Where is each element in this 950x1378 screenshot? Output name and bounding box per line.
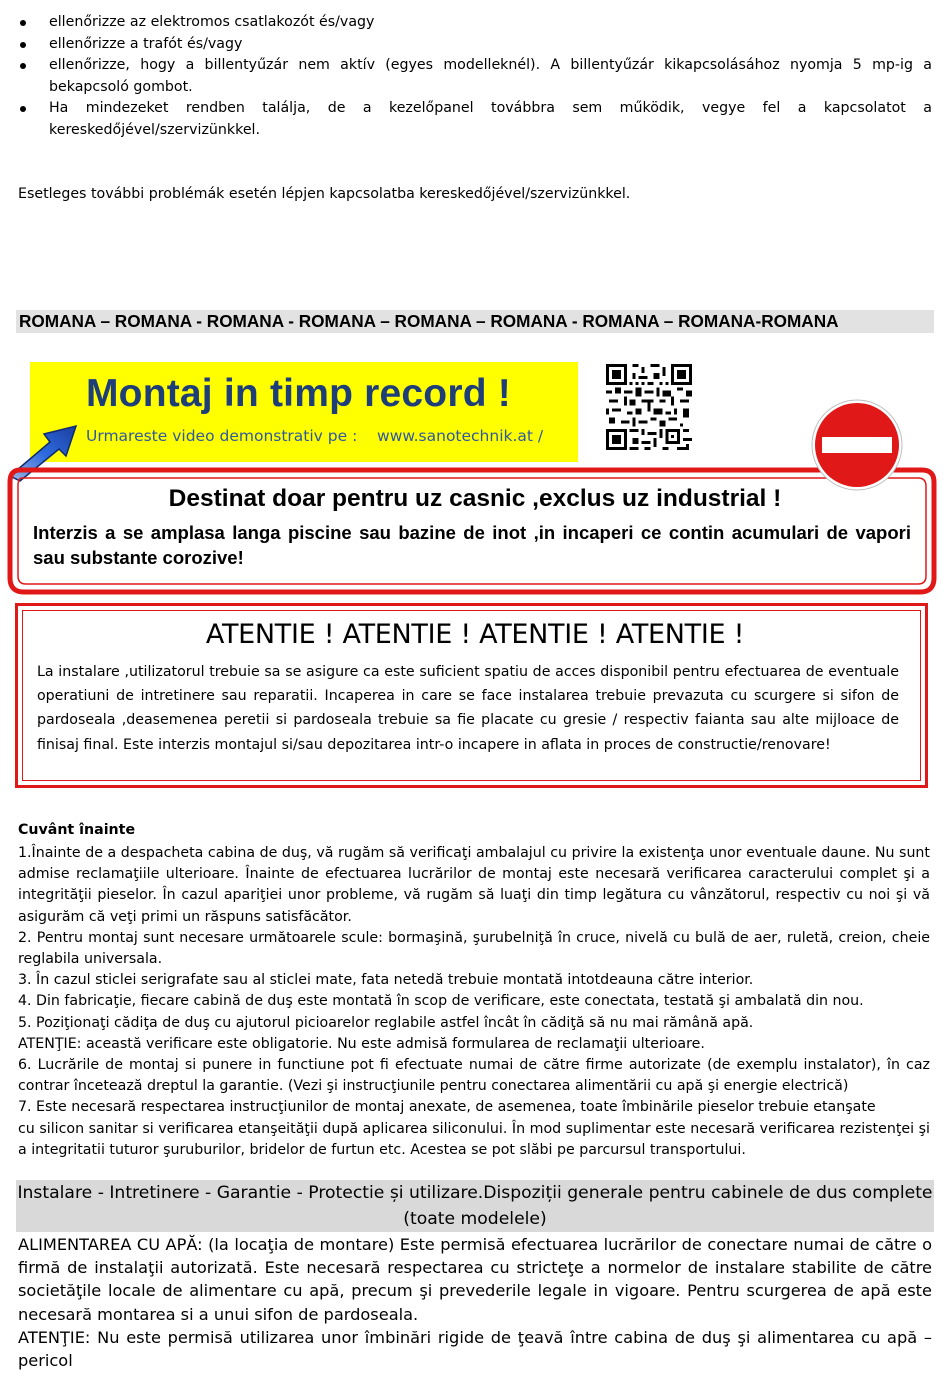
qr-code-icon: [606, 364, 692, 450]
list-item: ellenőrizze, hogy a billentyűzár nem aktív (egyes modelleknél). A billentyűzár kikapcsolásához nyomja 5 mp-ig a bekapcsoló gombot.: [18, 55, 932, 98]
foreword-title: Cuvânt înainte: [18, 822, 136, 838]
troubleshooting-list: [18, 12, 932, 141]
foreword-item: 4. Din fabricaţie, fiecare cabină de duş este montată în scop de verificare, este conectata, testată şi ambalată din nou.: [18, 993, 864, 1010]
general-paragraph: ALIMENTAREA CU APĂ: (la locaţia de montare) Este permisă efectuarea lucrărilor de conectare numai de către o firmă de instalaţii autorizată. Este necesară respectarea cu stricteţe a normelor de instalare stabilite de către societăţile locale de alimentare cu apă, precum şi prevederile legale in vigoare. Pentru scurgerea de apă este necesară montarea si a unui sifon de pardoseala.: [18, 1235, 932, 1324]
list-item: ellenőrizze a trafót és/vagy: [18, 34, 932, 56]
attention-heading: ATENTIE ! ATENTIE ! ATENTIE ! ATENTIE !: [205, 619, 745, 650]
warning-heading: Destinat doar pentru uz casnic ,exclus uz industrial !: [168, 485, 782, 512]
warning-text: Interzis a se amplasa langa piscine sau bazine de inot ,in incaperi ce contin acumulari de vapori sau substante corozive!: [33, 522, 911, 568]
language-banner: ROMANA – ROMANA - ROMANA - ROMANA – ROMANA – ROMANA - ROMANA – ROMANA-ROMANA: [16, 310, 934, 333]
list-item: Ha mindezeket rendben találja, de a kezelőpanel továbbra sem működik, vegye fel a kapcsolatot a kereskedőjével/szervizünkkel.: [18, 98, 932, 141]
foreword-item: 2. Pentru montaj sunt necesare următoarele scule: bormaşină, şurubelniţă în cruce, nivelă cu bulă de aer, ruletă, creion, cheie reglabila universala.: [18, 929, 930, 968]
promo-title: Montaj in timp record !: [86, 372, 511, 415]
no-entry-icon: [810, 398, 904, 492]
foreword-item: 3. În cazul sticlei serigrafate sau al sticlei mate, fata netedă trebuie montată intotdeauna către interior.: [18, 972, 754, 989]
list-item: ellenőrizze az elektromos csatlakozót és/vagy: [18, 12, 932, 34]
general-section-body: [18, 1233, 932, 1372]
foreword-item: 1.Înainte de a despacheta cabina de duş, vă rugăm să verificaţi ambalajul cu privire la existenţa unor eventuale daune. Nu sunt admise reclamaţiile ulterioare. Înainte de efectuarea lucrărilor de montaj este necesară verificarea caracterului complet şi a integrităţii pieselor. În cazul apariţiei unor probleme, vă rugăm să luaţi din timp legătura cu vânzătorul, respectiv cu noi şi vă asigurăm că veţi primi un răspuns satisfăcător.: [18, 845, 930, 925]
foreword-item: 7. Este necesară respectarea instrucţiunilor de montaj anexate, de asemenea, toate îmbinările pieselor trebuie etanşate: [18, 1099, 876, 1116]
further-problems-text: Esetleges további problémák esetén lépjen kapcsolatba kereskedőjével/szervizünkkel.: [18, 186, 631, 202]
foreword-item: 5. Poziţionaţi cădiţa de duş cu ajutorul picioarelor reglabile astfel încât în cădiţă să nu mai rămână apă.: [18, 1014, 754, 1031]
attention-text: La instalare ,utilizatorul trebuie sa se asigure ca este suficient spatiu de acces disponibil pentru efectuarea de eventuale operatiuni de intretinere sau reparatii. Incaperea in care se face instalarea trebuie prevazuta cu scurgere si sifon de pardoseala ,deasemenea peretii si pardoseala trebuie sa fie placate cu gresie / respectiv faianta sau alte mijloace de finisaj final. Este interzis montajul si/sau depozitarea intr-o incapere in aflata in proces de constructie/renovare!: [37, 664, 899, 753]
foreword-item: cu silicon sanitar si verificarea etanşeităţii după aplicarea siliconului. În mod suplimentar este necesară verificarea rezistenţei şi a integritatii tuturor şuruburilor, bridelor de furtun etc. Acestea se pot slăbi pe parcursul transportului.: [18, 1120, 930, 1158]
general-paragraph: ATENŢIE: Nu este permisă utilizarea unor îmbinări rigide de ţeavă între cabina de duş şi alimentarea cu apă – pericol: [18, 1327, 932, 1371]
general-section-heading: Instalare - Intretinere - Garantie - Protectie și utilizare.Dispoziții generale pentru cabinele de dus complete (toate modelele): [16, 1180, 934, 1232]
foreword-item: ATENŢIE: această verificare este obligatorie. Nu este admisă formularea de reclamaţii ulterioare.: [18, 1035, 705, 1052]
promo-subtitle: Urmareste video demonstrativ pe : www.sanotechnik.at /: [86, 427, 544, 445]
foreword-item: 6. Lucrările de montaj si punere in functiune pot fi efectuate numai de către firme autorizate (de exemplu instalator), în caz contrar încetează dreptul la garantie. (Vezi şi instrucţiunile pentru conectarea alimentării cu apă şi energie electrică): [18, 1057, 930, 1095]
foreword-body: [18, 843, 930, 1161]
